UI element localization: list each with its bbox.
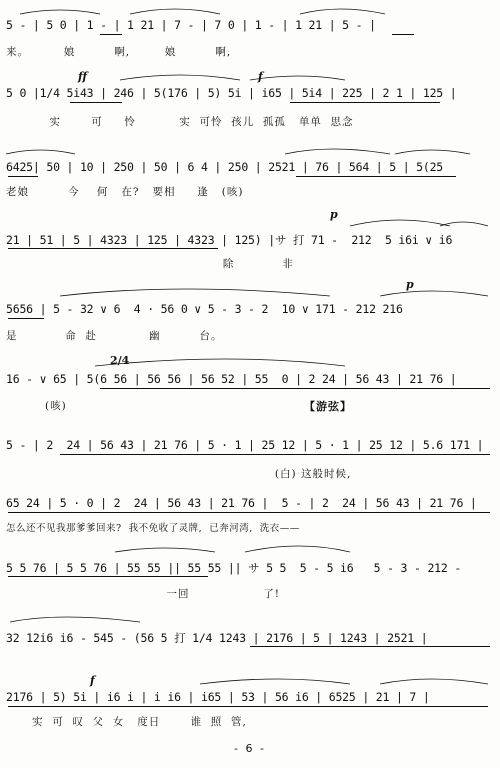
notation-line: 5656 | 5 - 32 ∨ 6 4 · 56 0 ∨ 5 - 3 - 2 10 ∨ 171 - 212 216 bbox=[6, 302, 403, 316]
beam-underline bbox=[8, 576, 208, 577]
time-signature-mark: 2/4 bbox=[110, 354, 130, 367]
lyric-line: 除 非 bbox=[6, 258, 294, 270]
dynamic-mark-p: p bbox=[406, 278, 414, 291]
beam-underline bbox=[250, 646, 490, 647]
beam-underline bbox=[8, 706, 488, 707]
notation-line: 65 24 | 5 · 0 | 2 24 | 56 43 | 21 76 | 5 - | 2 24 | 56 43 | 21 76 | bbox=[6, 496, 477, 510]
lyric-line: 一回 了! bbox=[6, 588, 280, 600]
dynamic-mark-p: p bbox=[330, 208, 338, 221]
lyric-line: (咳) bbox=[6, 400, 67, 412]
dynamic-mark-ff: ff bbox=[78, 70, 88, 83]
notation-line: 32 12i6 i6 - 545 - (56 5 打 1/4 1243 | 2176 | 5 | 1243 | 2521 | bbox=[6, 631, 428, 645]
lyric-line: 是 命 赴 幽 台。 bbox=[6, 330, 223, 342]
dynamic-mark-f: f bbox=[258, 70, 263, 83]
page-number: - 6 - bbox=[234, 742, 266, 755]
lyric-line: 老娘 今 何 在? 要相 逢 (咳) bbox=[6, 186, 244, 198]
notation-line: 21 | 51 | 5 | 4323 | 125 | 4323 | 125) |サ 打 71 - 212 5 i6i ∨ i6 bbox=[6, 233, 453, 247]
beam-underline bbox=[8, 318, 44, 319]
notation-line: 5 - | 2 24 | 56 43 | 21 76 | 5 · 1 | 25 12 | 5 · 1 | 25 12 | 5.6 171 | bbox=[6, 438, 484, 452]
lyric-line: (白) 这般时候, bbox=[6, 468, 352, 480]
beam-underline bbox=[392, 34, 414, 35]
notation-line: 5 0 |1/4 5i43 | 246 | 5(176 | 5) 5i | i65 | 5i4 | 225 | 2 1 | 125 | bbox=[6, 86, 457, 100]
beam-underline bbox=[70, 102, 122, 103]
lyric-line: 怎么还不见我那爹爹回来? 我不免收了灵牌, 已奔河湾, 洗衣—— bbox=[6, 523, 300, 534]
beam-underline bbox=[290, 102, 440, 103]
lyric-line: 实 可 怜 实 可怜 孩儿 孤孤 单单 思念 bbox=[6, 116, 354, 128]
notation-line: 16 - ∨ 65 | 5(6 56 | 56 56 | 56 52 | 55 0 | 2 24 | 56 43 | 21 76 | bbox=[6, 372, 457, 386]
notation-line: 6425| 50 | 10 | 250 | 50 | 6 4 | 250 | 2521 | 76 | 564 | 5 | 5(25 bbox=[6, 160, 444, 174]
lyric-line: 实 可 叹 父 女 度日 谁 照 管, bbox=[6, 716, 247, 728]
notation-line: 2176 | 5) 5i | i6 i | i i6 | i65 | 53 | 56 i6 | 6525 | 21 | 7 | bbox=[6, 690, 430, 704]
beam-underline bbox=[100, 34, 122, 35]
notation-line: 5 - | 5 0 | 1 - | 1 21 | 7 - | 7 0 | 1 - | 1 21 | 5 - | bbox=[6, 18, 376, 32]
dynamic-mark-f: f bbox=[90, 674, 95, 687]
beam-underline bbox=[60, 454, 490, 455]
beam-underline bbox=[100, 388, 490, 389]
beam-underline bbox=[8, 176, 38, 177]
beam-underline bbox=[296, 176, 456, 177]
notation-line: 5 5 76 | 5 5 76 | 55 55 || 55 55 || サ 5 5 5 - 5 i6 5 - 3 - 212 - bbox=[6, 561, 462, 575]
section-label: 【游弦】 bbox=[304, 400, 352, 413]
beam-underline bbox=[8, 512, 490, 513]
beam-underline bbox=[8, 248, 218, 249]
lyric-line: 来。 娘 啊, 娘 啊, bbox=[6, 46, 232, 58]
